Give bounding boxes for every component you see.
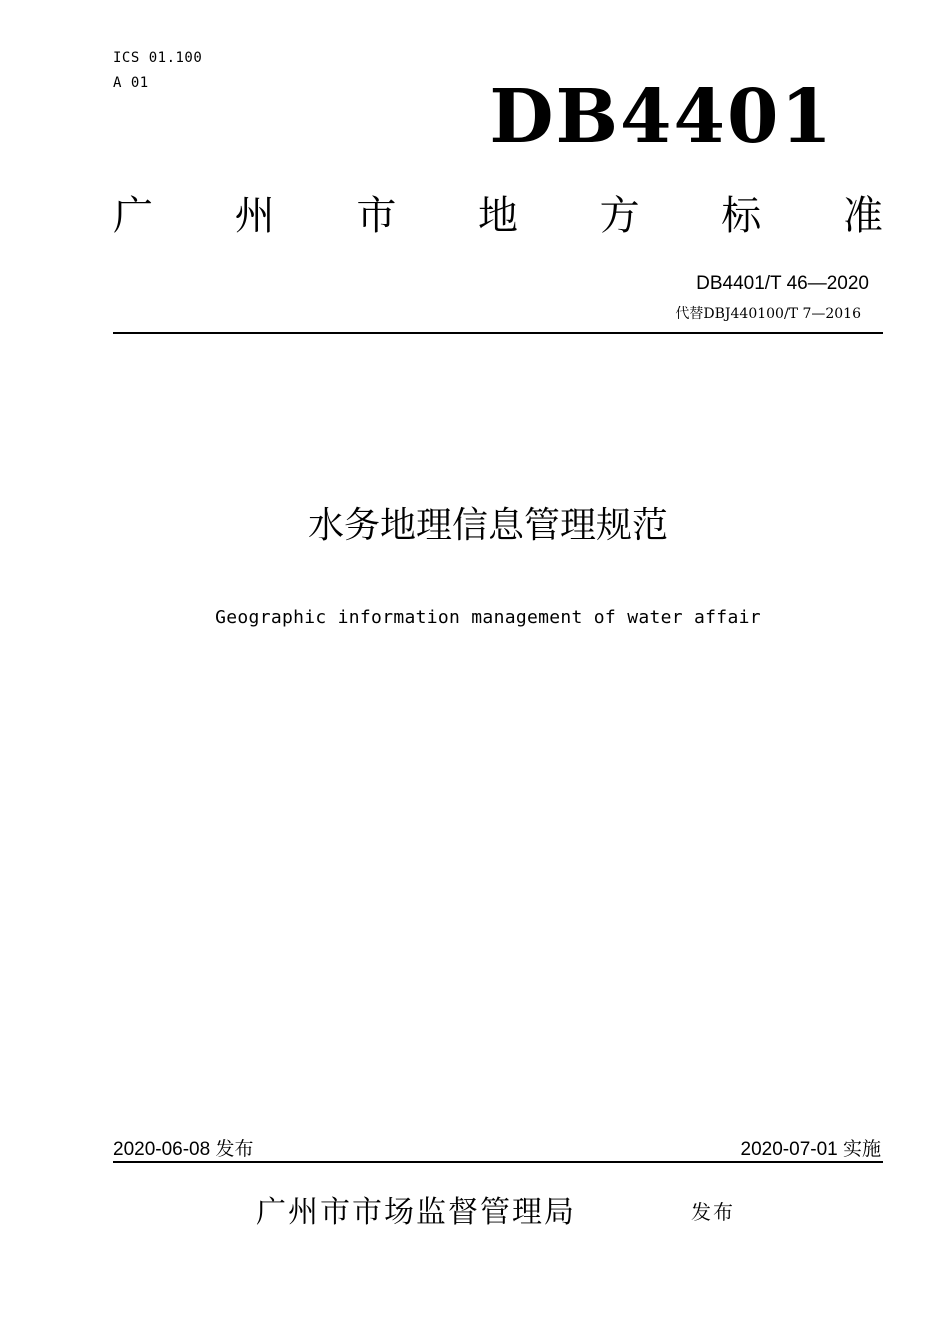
standard-type-char: 州: [234, 193, 275, 239]
document-title: 水务地理信息管理规范: [307, 505, 668, 546]
ics-code: ICS 01.100: [113, 50, 203, 66]
implementation-date: 2020-07-01 实施: [740, 1139, 881, 1160]
issuing-authority-suffix: 发布: [691, 1200, 735, 1224]
standard-type-char: 方: [599, 193, 640, 239]
standard-type-char: 地: [477, 193, 518, 239]
document-title-english: Geographic information management of water affair: [215, 607, 761, 628]
replaces-note: 代替DBJ440100/T 7—2016: [675, 306, 861, 322]
issuing-authority: 广州市市场监督管理局: [256, 1195, 576, 1230]
standard-code: DB4401: [489, 74, 834, 160]
standard-type-char: 准: [842, 193, 883, 239]
standard-type-title: [113, 193, 883, 239]
top-divider: [113, 332, 883, 334]
bottom-divider: [113, 1161, 883, 1163]
standard-type-char: 市: [356, 193, 397, 239]
classification-code: A 01: [113, 75, 149, 91]
standard-type-char: 广: [113, 193, 153, 239]
standard-type-char: 标: [721, 193, 762, 239]
issue-date: 2020-06-08 发布: [113, 1139, 254, 1160]
standard-number: DB4401/T 46—2020: [696, 273, 869, 294]
